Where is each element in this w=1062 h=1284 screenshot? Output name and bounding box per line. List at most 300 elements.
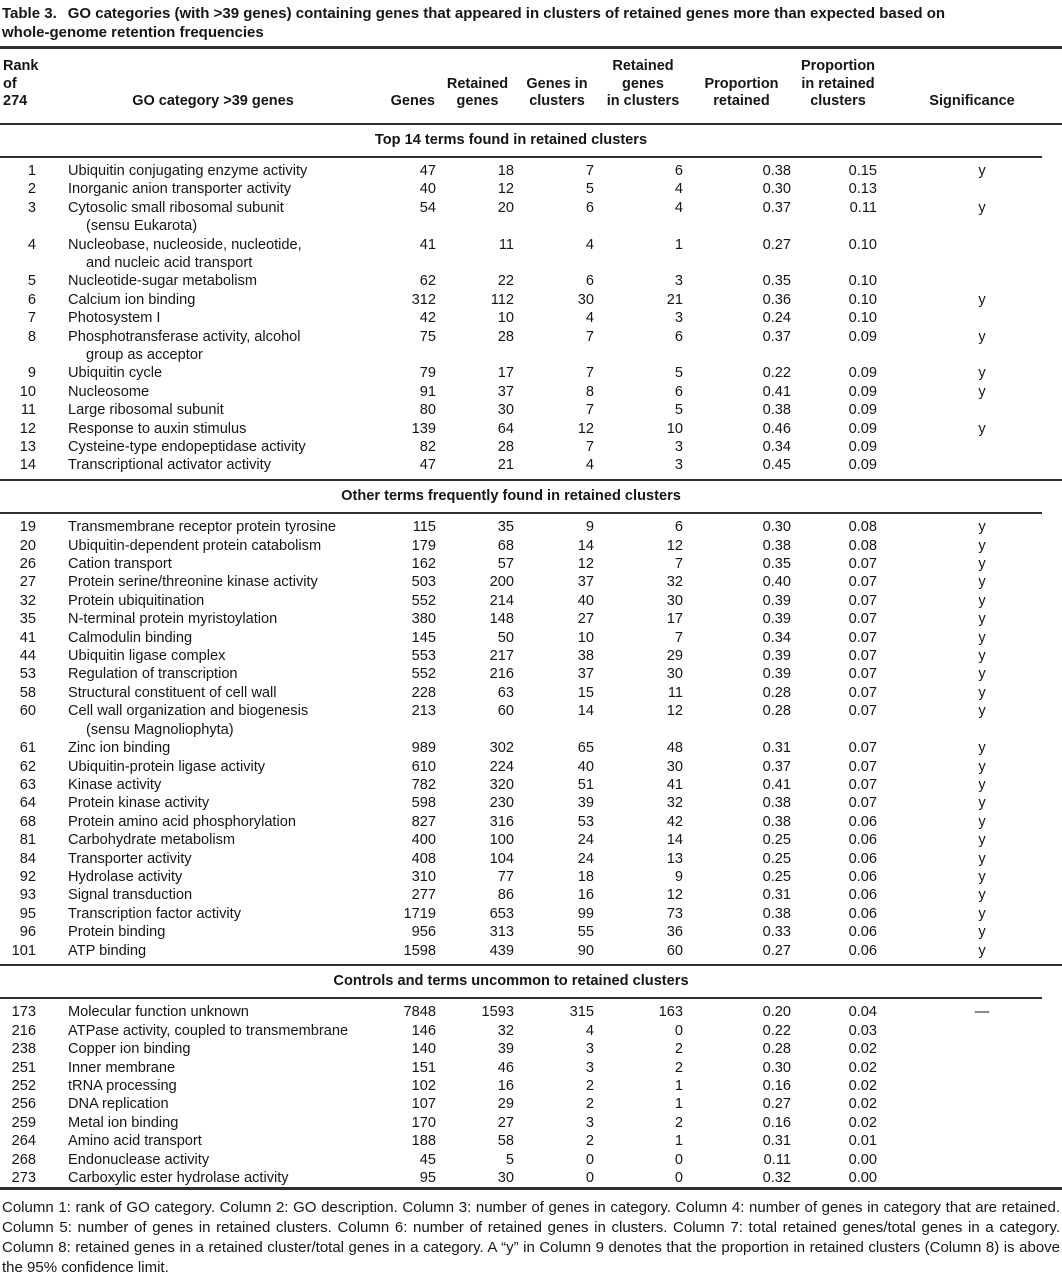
- cell-proportion-retained: 0.24: [762, 310, 791, 327]
- column-header-line: Retained: [446, 75, 509, 92]
- cell-significance: y: [978, 199, 986, 216]
- cell-genes: 553: [411, 648, 436, 665]
- cell-retained-genes-in-clusters: 2: [674, 1041, 683, 1058]
- cell-genes-in-clusters: 6: [585, 273, 594, 290]
- cell-rank: 35: [19, 611, 36, 628]
- cell-retained-genes-in-clusters: 17: [666, 611, 683, 628]
- table-row: [0, 364, 1062, 382]
- category-text: Ubiquitin-dependent protein catabolism: [68, 537, 322, 554]
- cell-proportion-retained: 0.30: [762, 519, 791, 536]
- table-row: [0, 1022, 1062, 1040]
- column-header-line: Proportion: [800, 58, 876, 74]
- cell-proportion-in-retained-clusters: 0.07: [848, 758, 877, 775]
- cell-retained-genes-in-clusters: 163: [658, 1004, 683, 1021]
- cell-genes: 1598: [403, 942, 436, 959]
- cell-genes: 95: [419, 1170, 436, 1187]
- cell-retained-genes: 63: [497, 684, 514, 701]
- cell-genes: 151: [411, 1059, 436, 1076]
- column-header-line: 274: [3, 93, 28, 109]
- cell-genes: 91: [419, 383, 436, 400]
- cell-retained-genes-in-clusters: 0: [674, 1151, 683, 1168]
- cell-genes-in-clusters: 15: [577, 684, 594, 701]
- cell-genes-in-clusters: 7: [585, 439, 594, 455]
- cell-category: [46, 665, 380, 683]
- cell-proportion-in-retained-clusters: 0.09: [848, 402, 877, 419]
- table-row: [0, 383, 1062, 401]
- category-text: Ubiquitin conjugating enzyme activity: [68, 162, 308, 179]
- cell-category: [46, 776, 380, 794]
- cell-proportion-retained: 0.41: [762, 383, 791, 400]
- cell-genes: 179: [411, 537, 436, 554]
- table-row: [0, 199, 1062, 236]
- cell-rank: 13: [19, 439, 36, 455]
- category-text: Inner membrane: [68, 1059, 176, 1076]
- table-row: [0, 420, 1062, 438]
- cell-proportion-in-retained-clusters: 0.07: [848, 795, 877, 812]
- cell-significance: [882, 272, 1062, 290]
- cell-proportion-in-retained-clusters: 0.10: [848, 291, 877, 308]
- section-header-row: [0, 485, 1062, 508]
- category-text: Transmembrane receptor protein tyrosine: [68, 519, 336, 536]
- cell-retained-genes: 39: [497, 1041, 514, 1058]
- table-row: [0, 1040, 1062, 1058]
- cell-category: [46, 629, 380, 647]
- cell-retained-genes-in-clusters: 1: [674, 236, 683, 253]
- cell-proportion-in-retained-clusters: 0.08: [848, 537, 877, 554]
- category-text: Hydrolase activity: [68, 868, 183, 885]
- column-header-line: genes: [622, 75, 664, 92]
- cell-rank: 53: [19, 666, 36, 683]
- cell-category: [46, 328, 380, 365]
- column-header-line: retained: [713, 93, 770, 109]
- cell-retained-genes: 302: [489, 740, 514, 757]
- cell-genes-in-clusters: 12: [577, 420, 594, 437]
- cell-category: [46, 1040, 380, 1058]
- category-text: Copper ion binding: [68, 1041, 191, 1058]
- cell-genes-in-clusters: 37: [577, 574, 594, 591]
- cell-rank: 6: [27, 291, 36, 308]
- cell-retained-genes: 27: [497, 1114, 514, 1131]
- column-header-line: Genes: [390, 93, 435, 109]
- cell-proportion-in-retained-clusters: 0.08: [848, 519, 877, 536]
- table-row: [0, 236, 1062, 273]
- cell-proportion-in-retained-clusters: 0.10: [848, 236, 877, 253]
- table-row: [0, 1095, 1062, 1113]
- cell-proportion-in-retained-clusters: 0.10: [848, 310, 877, 327]
- cell-retained-genes-in-clusters: 36: [666, 924, 683, 941]
- cell-retained-genes: 30: [497, 1170, 514, 1187]
- cell-proportion-in-retained-clusters: 0.02: [848, 1078, 877, 1094]
- cell-retained-genes-in-clusters: 30: [666, 592, 683, 609]
- cell-genes: 54: [419, 199, 436, 216]
- cell-proportion-in-retained-clusters: 0.06: [848, 924, 877, 941]
- column-header-line: Genes in: [526, 75, 588, 92]
- table-caption: [0, 2, 1062, 46]
- cell-rank: 84: [19, 850, 36, 867]
- cell-category: [46, 905, 380, 923]
- cell-significance: y: [978, 776, 986, 793]
- cell-genes-in-clusters: 90: [577, 942, 594, 959]
- cell-category: [46, 850, 380, 868]
- category-text: Structural constituent of cell wall: [68, 684, 277, 701]
- cell-rank: 58: [19, 684, 36, 701]
- cell-proportion-retained: 0.33: [762, 924, 791, 941]
- category-text: Carbohydrate metabolism: [68, 832, 236, 849]
- cell-genes: 115: [412, 519, 436, 536]
- table-row: [0, 291, 1062, 309]
- category-text: Protein amino acid phosphorylation: [68, 813, 296, 830]
- cell-proportion-retained: 0.37: [762, 328, 791, 345]
- cell-rank: 68: [19, 813, 36, 830]
- table-row: [0, 758, 1062, 776]
- cell-genes-in-clusters: 7: [585, 162, 594, 179]
- cell-proportion-retained: 0.11: [763, 1151, 791, 1168]
- cell-category: [46, 1022, 380, 1040]
- cell-retained-genes: 29: [497, 1096, 514, 1113]
- cell-proportion-retained: 0.30: [762, 1059, 791, 1076]
- cell-genes: 7848: [403, 1004, 436, 1021]
- cell-proportion-in-retained-clusters: 0.07: [848, 592, 877, 609]
- cell-rank: 251: [11, 1059, 36, 1076]
- column-header-genes: [380, 49, 438, 119]
- cell-proportion-retained: 0.28: [762, 684, 791, 701]
- cell-significance: [882, 236, 1062, 273]
- cell-retained-genes-in-clusters: 6: [674, 162, 683, 179]
- horizontal-rule: [0, 512, 1042, 514]
- table-row: [0, 665, 1062, 683]
- cell-proportion-retained: 0.25: [762, 868, 791, 885]
- cell-genes: 47: [419, 162, 436, 179]
- cell-retained-genes: 20: [497, 199, 514, 216]
- cell-retained-genes-in-clusters: 3: [674, 310, 683, 327]
- cell-proportion-retained: 0.45: [762, 457, 791, 474]
- cell-genes-in-clusters: 24: [577, 832, 594, 849]
- cell-proportion-in-retained-clusters: 0.00: [848, 1170, 877, 1187]
- category-text: Phosphotransferase activity, alcohol: [68, 328, 301, 345]
- cell-retained-genes: 230: [489, 795, 514, 812]
- cell-genes: 170: [411, 1114, 436, 1131]
- cell-rank: 256: [11, 1096, 36, 1113]
- cell-genes: 162: [411, 556, 436, 573]
- category-text: Amino acid transport: [68, 1133, 202, 1150]
- table-row: [0, 776, 1062, 794]
- cell-genes: 1719: [403, 905, 436, 922]
- cell-significance: [882, 1095, 1062, 1113]
- cell-proportion-in-retained-clusters: 0.01: [848, 1133, 877, 1150]
- cell-proportion-in-retained-clusters: 0.02: [848, 1059, 877, 1076]
- cell-significance: y: [978, 556, 986, 573]
- table-row: [0, 923, 1062, 941]
- cell-significance: y: [978, 162, 986, 179]
- table-row: [0, 905, 1062, 923]
- table-row: [0, 438, 1062, 456]
- cell-proportion-retained: 0.39: [762, 611, 791, 628]
- cell-proportion-in-retained-clusters: 0.15: [848, 162, 877, 179]
- cell-genes: 503: [411, 574, 436, 591]
- cell-retained-genes: 104: [489, 850, 514, 867]
- cell-significance: [882, 1114, 1062, 1132]
- cell-genes-in-clusters: 40: [577, 758, 594, 775]
- column-header-line: in clusters: [606, 93, 680, 109]
- table-row: [0, 1077, 1062, 1095]
- divider-row: [0, 152, 1062, 162]
- cell-genes-in-clusters: 14: [577, 537, 594, 554]
- table-row: [0, 813, 1062, 831]
- cell-genes: 140: [411, 1041, 436, 1058]
- cell-rank: 173: [11, 1004, 36, 1021]
- cell-genes-in-clusters: 0: [585, 1151, 594, 1168]
- cell-significance: y: [978, 868, 986, 885]
- cell-category: [46, 831, 380, 849]
- cell-significance: [882, 456, 1062, 474]
- horizontal-rule: [0, 964, 1062, 966]
- cell-genes: 145: [411, 629, 436, 646]
- cell-category: [46, 1003, 380, 1021]
- cell-category: [46, 592, 380, 610]
- cell-genes-in-clusters: 10: [577, 629, 594, 646]
- column-header-retained-genes: [438, 49, 517, 119]
- cell-genes: 146: [411, 1022, 436, 1039]
- cell-rank: 7: [27, 310, 36, 327]
- cell-category: [46, 1059, 380, 1077]
- cell-category: [46, 438, 380, 456]
- cell-rank: 101: [11, 942, 36, 959]
- cell-significance: [882, 401, 1062, 419]
- cell-genes-in-clusters: 4: [585, 1022, 594, 1039]
- cell-genes: 79: [419, 365, 436, 382]
- cell-significance: y: [978, 942, 986, 959]
- cell-proportion-retained: 0.40: [762, 574, 791, 591]
- cell-genes-in-clusters: 18: [577, 868, 594, 885]
- cell-proportion-in-retained-clusters: 0.06: [848, 905, 877, 922]
- cell-genes-in-clusters: 4: [585, 310, 594, 327]
- cell-retained-genes-in-clusters: 3: [674, 457, 683, 474]
- cell-category: [46, 942, 380, 960]
- cell-retained-genes-in-clusters: 6: [674, 519, 683, 536]
- table-row: [0, 456, 1062, 474]
- category-text: Metal ion binding: [68, 1114, 179, 1131]
- cell-significance: y: [978, 924, 986, 941]
- cell-retained-genes: 216: [489, 666, 514, 683]
- table-footnote: Column 1: rank of GO category. Column 2: GO description. Column 3: number of genes in category. Column 4: number of genes in category that are retained. Column 5: number of genes in retained clusters. Column 6: number of retained genes in clusters. Column 7: total retained genes/total genes in a category. Column 8: retained genes in a retained cluster/total genes in a category. A “y” in Column 9 denotes that the proportion in retained clusters (Column 8) is above the 95% confidence limit.: [2, 1199, 1060, 1276]
- cell-retained-genes: 86: [497, 887, 514, 904]
- table-row: [0, 1169, 1062, 1187]
- cell-genes: 102: [411, 1078, 436, 1094]
- cell-rank: 64: [19, 795, 36, 812]
- cell-genes: 75: [419, 328, 436, 345]
- category-text: Nucleobase, nucleoside, nucleotide,: [68, 236, 302, 253]
- table-row: [0, 592, 1062, 610]
- cell-proportion-retained: 0.38: [762, 813, 791, 830]
- table-row: [0, 794, 1062, 812]
- cell-rank: 3: [27, 199, 36, 216]
- category-text: Response to auxin stimulus: [68, 420, 247, 437]
- cell-genes-in-clusters: 315: [569, 1004, 594, 1021]
- cell-retained-genes: 653: [489, 905, 514, 922]
- divider-row: [0, 508, 1062, 518]
- table-row: [0, 537, 1062, 555]
- category-text: Nucleotide-sugar metabolism: [68, 273, 257, 290]
- cell-category: [46, 555, 380, 573]
- cell-retained-genes-in-clusters: 3: [674, 439, 683, 455]
- cell-retained-genes-in-clusters: 73: [666, 905, 683, 922]
- cell-proportion-retained: 0.39: [762, 666, 791, 683]
- cell-retained-genes-in-clusters: 0: [674, 1022, 683, 1039]
- cell-category: [46, 236, 380, 273]
- cell-genes-in-clusters: 3: [585, 1114, 594, 1131]
- category-text-wrap: (sensu Magnoliophyta): [86, 721, 234, 738]
- table-number: Table 3.: [2, 5, 57, 22]
- cell-proportion-in-retained-clusters: 0.06: [848, 868, 877, 885]
- cell-category: [46, 1077, 380, 1095]
- cell-significance: y: [978, 887, 986, 904]
- cell-genes-in-clusters: 8: [585, 383, 594, 400]
- cell-genes: 80: [419, 402, 436, 419]
- category-text: Protein serine/threonine kinase activity: [68, 574, 318, 591]
- cell-proportion-retained: 0.28: [762, 1041, 791, 1058]
- cell-significance: y: [978, 383, 986, 400]
- cell-proportion-retained: 0.32: [762, 1170, 791, 1187]
- cell-retained-genes-in-clusters: 13: [666, 850, 683, 867]
- cell-proportion-retained: 0.31: [762, 1133, 791, 1150]
- cell-rank: 41: [19, 629, 36, 646]
- category-text: Molecular function unknown: [68, 1004, 249, 1021]
- cell-significance: y: [978, 905, 986, 922]
- cell-category: [46, 199, 380, 236]
- cell-genes-in-clusters: 40: [577, 592, 594, 609]
- cell-rank: 238: [11, 1041, 36, 1058]
- cell-retained-genes: 21: [497, 457, 514, 474]
- cell-proportion-retained: 0.16: [762, 1078, 791, 1094]
- cell-proportion-in-retained-clusters: 0.07: [848, 776, 877, 793]
- cell-significance: [882, 1132, 1062, 1150]
- cell-retained-genes-in-clusters: 0: [674, 1170, 683, 1187]
- cell-significance: y: [978, 519, 986, 536]
- cell-rank: 27: [19, 574, 36, 591]
- cell-proportion-retained: 0.25: [762, 832, 791, 849]
- cell-retained-genes: 11: [498, 236, 514, 253]
- cell-significance: y: [978, 611, 986, 628]
- cell-category: [46, 1114, 380, 1132]
- cell-rank: 14: [19, 457, 36, 474]
- table-header-row: [0, 49, 1062, 119]
- cell-category: [46, 456, 380, 474]
- cell-retained-genes: 58: [497, 1133, 514, 1150]
- category-text: Zinc ion binding: [68, 740, 171, 757]
- cell-category: [46, 1095, 380, 1113]
- table-row: [0, 886, 1062, 904]
- section-header-row: [0, 970, 1062, 993]
- cell-retained-genes: 18: [497, 162, 514, 179]
- column-header-genes-in-clusters: [517, 49, 597, 119]
- cell-genes: 228: [411, 684, 436, 701]
- cell-retained-genes: 28: [497, 328, 514, 345]
- column-header-line: clusters: [529, 93, 585, 109]
- cell-genes-in-clusters: 5: [585, 181, 594, 198]
- column-header-line: genes: [456, 93, 499, 109]
- category-text: Nucleosome: [68, 383, 150, 400]
- cell-proportion-retained: 0.20: [762, 1004, 791, 1021]
- cell-retained-genes-in-clusters: 4: [674, 181, 683, 198]
- cell-retained-genes-in-clusters: 11: [667, 684, 683, 701]
- cell-genes-in-clusters: 0: [585, 1170, 594, 1187]
- cell-genes-in-clusters: 7: [585, 328, 594, 345]
- cell-significance: y: [978, 537, 986, 554]
- column-header-line: of: [3, 75, 17, 92]
- table-caption-line1: GO categories (with >39 genes) containing genes that appeared in clusters of retained genes more than expected based on: [67, 5, 946, 22]
- divider-row: [0, 475, 1062, 485]
- cell-rank: 10: [19, 383, 36, 400]
- cell-retained-genes: 32: [497, 1022, 514, 1039]
- cell-category: [46, 272, 380, 290]
- cell-genes: 41: [419, 236, 436, 253]
- cell-rank: 96: [19, 924, 36, 941]
- category-text: Ubiquitin ligase complex: [68, 648, 226, 665]
- cell-retained-genes-in-clusters: 60: [666, 942, 683, 959]
- cell-genes-in-clusters: 51: [577, 776, 594, 793]
- cell-genes: 408: [411, 850, 436, 867]
- cell-rank: 9: [27, 365, 36, 382]
- cell-proportion-in-retained-clusters: 0.11: [849, 199, 877, 216]
- cell-retained-genes-in-clusters: 12: [666, 537, 683, 554]
- cell-genes-in-clusters: 2: [585, 1133, 594, 1150]
- table-row: [0, 629, 1062, 647]
- cell-rank: 61: [19, 740, 36, 757]
- cell-genes-in-clusters: 2: [585, 1078, 594, 1094]
- section-header-row: [0, 129, 1062, 152]
- cell-proportion-retained: 0.39: [762, 648, 791, 665]
- table-row: [0, 555, 1062, 573]
- cell-retained-genes: 439: [489, 942, 514, 959]
- cell-proportion-in-retained-clusters: 0.07: [848, 629, 877, 646]
- cell-category: [46, 684, 380, 702]
- cell-retained-genes: 200: [489, 574, 514, 591]
- category-text: Protein ubiquitination: [68, 592, 205, 609]
- cell-retained-genes: 30: [497, 402, 514, 419]
- cell-genes-in-clusters: 37: [577, 666, 594, 683]
- cell-proportion-retained: 0.16: [762, 1114, 791, 1131]
- cell-category: [46, 1151, 380, 1169]
- cell-retained-genes: 46: [497, 1059, 514, 1076]
- cell-category: [46, 923, 380, 941]
- table-row: [0, 739, 1062, 757]
- cell-proportion-retained: 0.28: [762, 703, 791, 720]
- cell-category: [46, 180, 380, 198]
- column-header-proportion-in-retained-clusters: [794, 49, 882, 119]
- cell-rank: 268: [11, 1151, 36, 1168]
- category-text: Signal transduction: [68, 887, 193, 904]
- cell-rank: 216: [11, 1022, 36, 1039]
- column-header-line: Significance: [929, 93, 1015, 109]
- table-row: [0, 1151, 1062, 1169]
- section-header: Other terms frequently found in retained clusters: [341, 487, 681, 504]
- cell-genes-in-clusters: 27: [577, 611, 594, 628]
- table-row: [0, 1003, 1062, 1021]
- column-header-line: Rank: [3, 58, 39, 74]
- cell-retained-genes-in-clusters: 2: [674, 1114, 683, 1131]
- cell-retained-genes-in-clusters: 1: [674, 1078, 683, 1094]
- cell-proportion-retained: 0.27: [762, 942, 791, 959]
- cell-genes: 107: [411, 1096, 436, 1113]
- cell-significance: y: [978, 795, 986, 812]
- category-text-wrap: (sensu Eukarota): [86, 218, 198, 235]
- cell-proportion-in-retained-clusters: 0.07: [848, 574, 877, 591]
- cell-rank: 264: [11, 1133, 36, 1150]
- section-header: Controls and terms uncommon to retained clusters: [333, 972, 689, 989]
- category-text: Transporter activity: [68, 850, 192, 867]
- cell-retained-genes: 17: [497, 365, 514, 382]
- cell-significance: y: [978, 850, 986, 867]
